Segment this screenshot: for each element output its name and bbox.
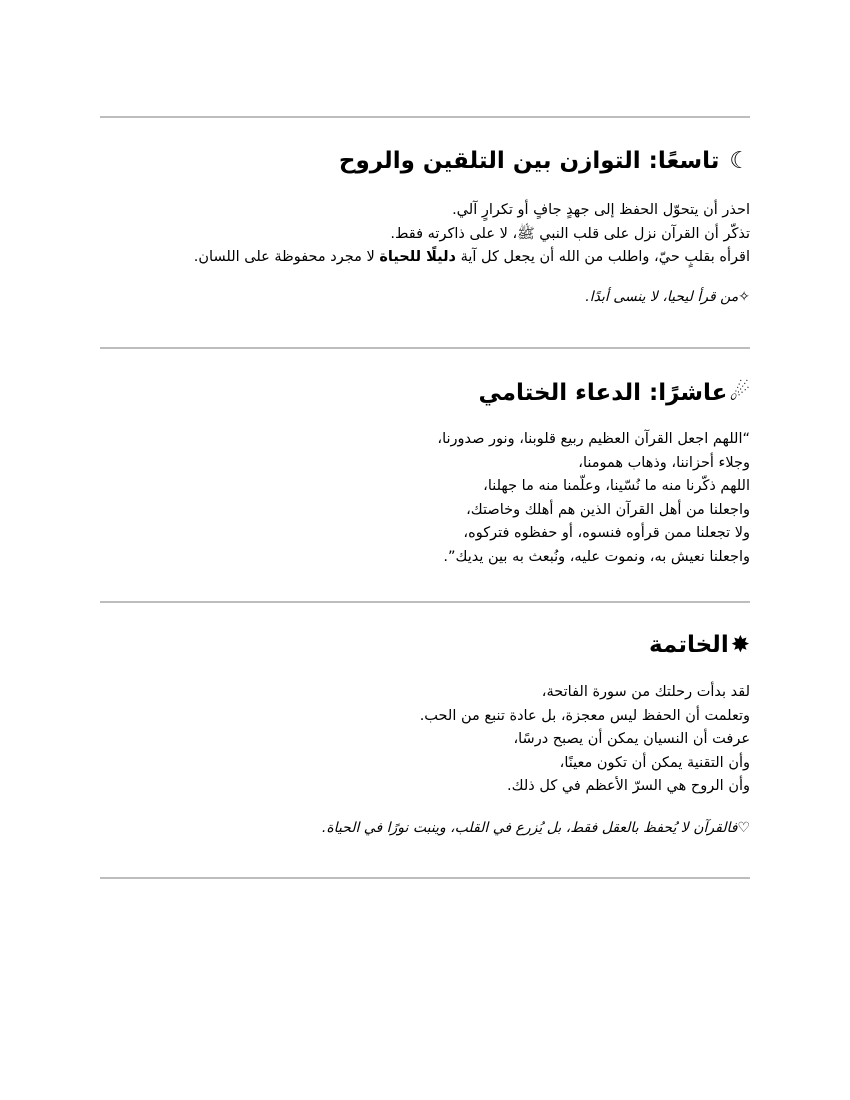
- line-text-before: اقرأه بقلبٍ حيّ، واطلب من الله أن يجعل كل آية: [455, 249, 750, 265]
- section-ninth: [100, 146, 750, 308]
- crescent-moon-icon: ☾: [729, 148, 750, 174]
- quote-text: فالقرآن لا يُحفظ بالعقل فقط، بل يُزرع في القلب، وينبت نورًا في الحياة.: [321, 819, 738, 836]
- divider-top: [100, 116, 750, 118]
- emphasized-text: دليلًا للحياة: [379, 249, 456, 265]
- section-ninth-heading: [100, 146, 750, 176]
- paragraph-line: تذكّر أن القرآن نزل على قلب النبي ﷺ، لا على ذاكرته فقط.: [390, 225, 750, 242]
- section-ninth-quote: [100, 286, 750, 308]
- prayer-line: ولا تجعلنا ممن قرأوه فنسوه، أو حفظوه فتركوه،: [463, 525, 750, 541]
- conclusion-quote: [100, 817, 750, 839]
- paragraph-line: وأن التقنية يمكن أن تكون معينًا،: [559, 754, 750, 771]
- heart-icon: ♡: [737, 819, 750, 836]
- line-text-after: لا مجرد محفوظة على اللسان.: [193, 249, 380, 265]
- paragraph-line: عرفت أن النسيان يمكن أن يصبح درسًا،: [513, 731, 750, 747]
- section-tenth-title: عاشرًا: الدعاء الختامي: [478, 380, 728, 406]
- comet-icon: ☄: [729, 380, 750, 406]
- paragraph-line: وأن الروح هي السرّ الأعظم في كل ذلك.: [507, 778, 750, 794]
- prayer-line: اللهم ذكّرنا منه ما نُسّينا، وعلّمنا منه ما جهلنا،: [483, 478, 750, 494]
- divider-bottom: [100, 877, 750, 879]
- section-ninth-title: تاسعًا: التوازن بين التلقين والروح: [338, 148, 720, 174]
- quote-text: من قرأ ليحيا، لا ينسى أبدًا.: [585, 288, 739, 305]
- prayer-line: وجلاء أحزاننا، وذهاب همومنا،: [578, 454, 750, 471]
- prayer-line: “اللهم اجعل القرآن العظيم ربيع قلوبنا، ونور صدورنا،: [437, 431, 750, 447]
- sparkle-icon: ✧: [738, 288, 750, 305]
- section-conclusion: [100, 630, 750, 839]
- section-tenth-heading: [100, 378, 750, 408]
- paragraph-line: وتعلمت أن الحفظ ليس معجزة، بل عادة تنبع من الحب.: [419, 707, 750, 724]
- paragraph-line: [100, 246, 750, 270]
- conclusion-paragraph: [100, 681, 750, 799]
- section-tenth: [100, 378, 750, 569]
- prayer-line: واجعلنا من أهل القرآن الذين هم أهلك وخاصتك،: [466, 501, 750, 518]
- divider-2: [100, 347, 750, 349]
- conclusion-heading: [100, 630, 750, 660]
- starburst-icon: ✸: [730, 632, 750, 658]
- divider-3: [100, 601, 750, 603]
- prayer-line: واجعلنا نعيش به، ونموت عليه، ونُبعث به بين يديك”.: [443, 548, 750, 565]
- conclusion-title: الخاتمة: [648, 632, 729, 658]
- section-tenth-prayer: [100, 428, 750, 569]
- paragraph-line: احذر أن يتحوّل الحفظ إلى جهدٍ جافٍ أو تكرارٍ آلي.: [452, 202, 750, 218]
- section-ninth-paragraph: [100, 199, 750, 270]
- paragraph-line: لقد بدأت رحلتك من سورة الفاتحة،: [541, 684, 750, 700]
